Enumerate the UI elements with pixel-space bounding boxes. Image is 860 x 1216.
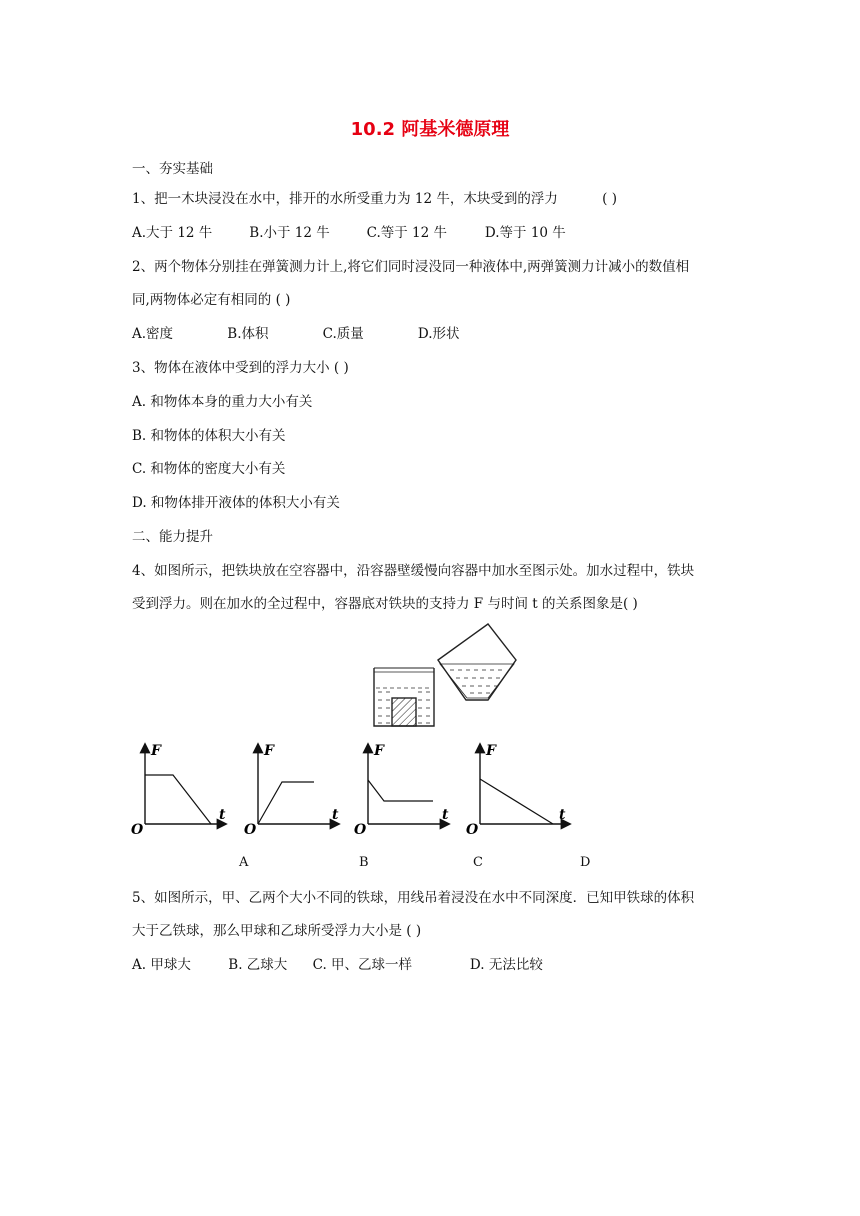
- graph-a: [131, 743, 226, 838]
- option-c: C.等于 12 牛: [366, 225, 447, 241]
- graph-line: [258, 782, 314, 824]
- origin-label: O: [131, 822, 144, 838]
- answer-bracket: ( ): [602, 191, 617, 207]
- option-a: A.密度: [132, 326, 174, 342]
- graph-label-b: B: [359, 855, 369, 870]
- graph-c: [354, 743, 449, 838]
- graph-label-a: A: [239, 855, 249, 870]
- pouring-cup: [438, 624, 516, 700]
- option-b: B. 乙球大: [228, 957, 288, 973]
- question-2-stem-line-1: 2、两个物体分别挂在弹簧测力计上,将它们同时浸没同一种液体中,两弹簧测力计减小的数值相: [132, 259, 690, 275]
- option-b: B. 和物体的体积大小有关: [132, 428, 286, 444]
- page-title: 10.2 阿基米德原理: [350, 119, 510, 140]
- question-4-stem-line-2: 受到浮力。则在加水的全过程中，容器底对铁块的支持力 F 与时间 t 的关系图象是( ): [132, 596, 638, 612]
- section-heading-basics: 一、夯实基础: [132, 161, 213, 177]
- axis-label-f: F: [374, 743, 384, 759]
- graph-label-c: C: [473, 855, 483, 870]
- graph-b: [244, 743, 339, 838]
- axis-label-f: F: [264, 743, 274, 759]
- question-4-stem-line-1: 4、如图所示，把铁块放在空容器中，沿容器壁缓慢向容器中加水至图示处。加水过程中，铁块: [132, 563, 695, 579]
- question-5-stem-line-2: 大于乙铁球，那么甲球和乙球所受浮力大小是 ( ): [132, 923, 422, 939]
- option-b: B.小于 12 牛: [249, 225, 330, 241]
- origin-label: O: [244, 822, 257, 838]
- axis-label-f: F: [486, 743, 496, 759]
- axis-label-f: F: [151, 743, 161, 759]
- graph-d: [466, 743, 569, 838]
- question-1-text: 1、把一木块浸没在水中，排开的水所受重力为 12 牛，木块受到的浮力: [132, 191, 558, 207]
- axis-label-t: t: [332, 807, 339, 823]
- option-c: C. 和物体的密度大小有关: [132, 461, 286, 477]
- axis-label-t: t: [559, 807, 566, 823]
- graph-line: [368, 780, 433, 801]
- question-1-options: [132, 224, 566, 242]
- question-2-stem-line-2: 同,两物体必定有相同的 ( ): [132, 292, 291, 308]
- option-c: C.质量: [322, 326, 364, 342]
- origin-label: O: [466, 822, 479, 838]
- graph-line: [145, 775, 211, 824]
- option-c: C. 甲、乙球一样: [312, 957, 413, 973]
- option-a: A. 和物体本身的重力大小有关: [132, 394, 313, 410]
- graph-line: [480, 779, 553, 824]
- option-d: D.形状: [417, 326, 460, 342]
- question-3-stem: 3、物体在液体中受到的浮力大小 ( ): [132, 360, 349, 376]
- q4-graphs: [125, 735, 590, 840]
- option-d: D. 无法比较: [469, 957, 543, 973]
- axis-label-t: t: [442, 807, 449, 823]
- option-d: D.等于 10 牛: [484, 225, 566, 241]
- container-figure: [370, 620, 520, 732]
- option-a: A. 甲球大: [132, 957, 191, 973]
- iron-block: [392, 698, 416, 726]
- graph-label-d: D: [580, 855, 591, 870]
- question-5-stem-line-1: 5、如图所示，甲、乙两个大小不同的铁球，用线吊着浸没在水中不同深度．已知甲铁球的体积: [132, 890, 695, 906]
- axis-label-t: t: [219, 807, 226, 823]
- beaker: [374, 668, 434, 726]
- option-a: A.大于 12 牛: [132, 225, 213, 241]
- question-2-options: [132, 325, 460, 343]
- origin-label: O: [354, 822, 367, 838]
- option-b: B.体积: [227, 326, 269, 342]
- option-d: D. 和物体排开液体的体积大小有关: [132, 495, 340, 511]
- question-1-stem: [132, 190, 617, 208]
- question-5-options: [132, 956, 543, 974]
- section-heading-advanced: 二、能力提升: [132, 529, 213, 545]
